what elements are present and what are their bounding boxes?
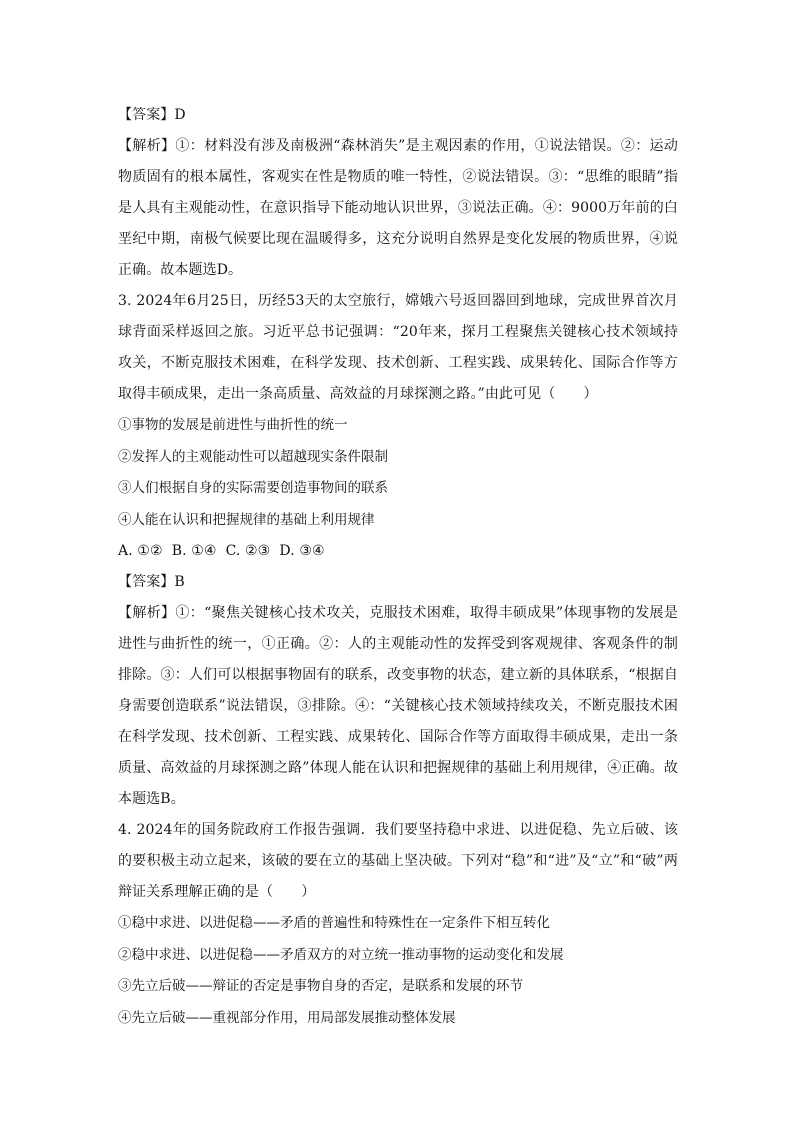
analysis-line: 是人具有主观能动性，在意识指导下能动地认识世界，③说法正确。④：9000万年前的白	[118, 200, 678, 216]
analysis-line: 进性与曲折性的统一，①正确。②：人的主观能动性的发挥受到客观规律、客观条件的制	[118, 636, 678, 652]
q4-options	[118, 908, 678, 1034]
stem-line: 的要积极主动立起来，该破的要在立的基础上坚决破。下列对“稳”和“进”及“立”和“破”两	[118, 853, 678, 869]
document-page	[118, 100, 678, 1034]
option-item: ③人们根据自身的实际需要创造事物间的联系	[118, 480, 388, 496]
option-item: ②发挥人的主观能动性可以超越现实条件限制	[118, 448, 388, 465]
answer-tag: 【答案】	[118, 107, 175, 123]
option-item: ③先立后破——辩证的否定是事物自身的否定，是联系和发展的环节	[118, 978, 523, 994]
analysis-line: 正确。故本题选D。	[118, 262, 243, 278]
analysis-line: 质量、高效益的月球探测之路”体现人能在认识和把握规律的基础上利用规律，④正确。故	[118, 760, 678, 776]
analysis-line: 【解析】①：“聚焦关键核心技术攻关，克服技术困难，取得丰硕成果”体现事物的发展是	[118, 605, 678, 621]
q3-choices: A. ①② B. ①④ C. ②③ D. ③④	[118, 543, 325, 559]
stem-line: 4. 2024年的国务院政府工作报告强调．我们要坚持稳中求进、以进促稳、先立后破、该	[118, 822, 678, 838]
q3-stem	[118, 286, 678, 410]
analysis-tag: 【解析】	[118, 605, 176, 621]
q2-analysis	[118, 131, 678, 286]
q4-stem	[118, 815, 678, 908]
analysis-line: 排除。③：人们可以根据事物固有的联系，改变事物的状态，建立新的具体联系，“根据自	[118, 667, 678, 683]
analysis-tag: 【解析】	[118, 138, 176, 154]
analysis-line: 垩纪中期，南极气候要比现在温暖得多，这充分说明自然界是变化发展的物质世界，④说	[118, 231, 678, 247]
option-item: ①事物的发展是前进性与曲折性的统一	[118, 417, 348, 433]
analysis-line: 物质固有的根本属性，客观实在性是物质的唯一特性，②说法错误。③：“思维的眼睛”指	[118, 169, 678, 185]
q2-answer	[118, 100, 678, 131]
stem-line: 取得丰硕成果，走出一条高质量、高效益的月球探测之路。”由此可见（ ）	[118, 386, 598, 402]
q3-answer	[118, 567, 678, 598]
stem-line: 攻关，不断克服技术困难，在科学发现、技术创新、工程实践、成果转化、国际合作等方	[118, 355, 678, 371]
answer-tag: 【答案】	[118, 574, 175, 590]
analysis-line: 本题选B。	[118, 791, 185, 807]
analysis-line: 【解析】①：材料没有涉及南极洲“森林消失”是主观因素的作用，①说法错误。②：运动	[118, 138, 678, 154]
stem-line: 辩证关系理解正确的是（ ）	[118, 884, 316, 900]
analysis-line: 身需要创造联系”说法错误，③排除。④：“关键核心技术领域持续攻关，不断克服技术困	[118, 698, 678, 714]
answer-value: D	[174, 107, 186, 123]
answer-value: B	[174, 574, 185, 590]
option-item: ②稳中求进、以进促稳——矛盾双方的对立统一推动事物的运动变化和发展	[118, 946, 564, 963]
option-item: ①稳中求进、以进促稳——矛盾的普遍性和特殊性在一定条件下相互转化	[118, 915, 550, 931]
stem-line: 3. 2024年6月25日，历经53天的太空旅行，嫦娥六号返回器回到地球，完成世界首次月	[118, 293, 678, 309]
option-item: ④先立后破——重视部分作用，用局部发展推动整体发展	[118, 1009, 456, 1026]
stem-line: 球背面采样返回之旅。习近平总书记强调：“20年来，探月工程聚焦关键核心技术领域持	[118, 324, 678, 340]
q3-analysis	[118, 598, 678, 815]
option-item: ④人能在认识和把握规律的基础上利用规律	[118, 511, 375, 528]
analysis-line: 在科学发现、技术创新、工程实践、成果转化、国际合作等方面取得丰硕成果，走出一条	[118, 729, 678, 745]
q3-options	[118, 410, 678, 536]
